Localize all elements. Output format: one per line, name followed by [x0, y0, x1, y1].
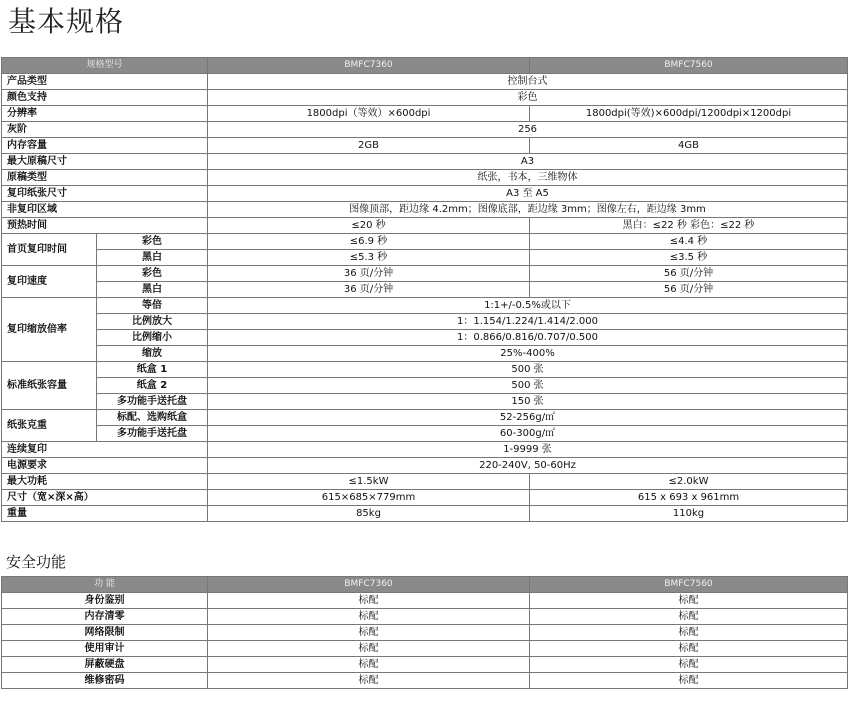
- table-row: [2, 410, 848, 426]
- table-row: [2, 186, 848, 202]
- cell-value: 36 页/分钟: [208, 282, 530, 298]
- cell-value: 标配: [530, 657, 848, 673]
- cell-value: 500 张: [208, 362, 848, 378]
- row-label: 网络限制: [2, 625, 208, 641]
- cell-value: 标配: [208, 673, 530, 689]
- cell-value: 220-240V, 50-60Hz: [208, 458, 848, 474]
- cell-value: 150 张: [208, 394, 848, 410]
- cell-value: ≤2.0kW: [530, 474, 848, 490]
- sub-label: 多功能手送托盘: [97, 426, 208, 442]
- cell-value: ≤6.9 秒: [208, 234, 530, 250]
- table-row: [2, 218, 848, 234]
- row-label: 非复印区域: [2, 202, 208, 218]
- table-row: [2, 282, 848, 298]
- cell-value: 256: [208, 122, 848, 138]
- sub-label: 纸盒 1: [97, 362, 208, 378]
- cell-value: 2GB: [208, 138, 530, 154]
- sub-label: 标配、选购纸盒: [97, 410, 208, 426]
- spec-header-model-a: BMFC7360: [208, 58, 530, 74]
- spec-header-row: [2, 58, 848, 74]
- sub-label: 纸盒 2: [97, 378, 208, 394]
- cell-value: 60-300g/㎡: [208, 426, 848, 442]
- page-title: 基本规格: [8, 5, 125, 38]
- row-label: 维修密码: [2, 673, 208, 689]
- row-label: 产品类型: [2, 74, 208, 90]
- cell-value: ≤3.5 秒: [530, 250, 848, 266]
- sub-label: 缩放: [97, 346, 208, 362]
- cell-value: A3 至 A5: [208, 186, 848, 202]
- cell-value: ≤20 秒: [208, 218, 530, 234]
- security-header-model-a: BMFC7360: [208, 577, 530, 593]
- security-section-title: 安全功能: [6, 553, 67, 571]
- cell-value: 615×685×779mm: [208, 490, 530, 506]
- sub-label: 彩色: [97, 266, 208, 282]
- cell-value: A3: [208, 154, 848, 170]
- cell-value: 1800dpi（等效）×600dpi: [208, 106, 530, 122]
- cell-value: 标配: [530, 641, 848, 657]
- row-label: 最大功耗: [2, 474, 208, 490]
- table-row: [2, 106, 848, 122]
- row-label: 分辨率: [2, 106, 208, 122]
- cell-value: 1：1.154/1.224/1.414/2.000: [208, 314, 848, 330]
- sub-label: 黑白: [97, 282, 208, 298]
- cell-value: 彩色: [208, 90, 848, 106]
- table-row: [2, 298, 848, 314]
- cell-value: 标配: [530, 593, 848, 609]
- cell-value: ≤4.4 秒: [530, 234, 848, 250]
- sub-label: 等倍: [97, 298, 208, 314]
- table-row: [2, 625, 848, 641]
- table-row: [2, 234, 848, 250]
- row-label: 最大原稿尺寸: [2, 154, 208, 170]
- table-row: [2, 90, 848, 106]
- table-row: [2, 138, 848, 154]
- cell-value: 纸张，书本，三维物体: [208, 170, 848, 186]
- row-label: 内存清零: [2, 609, 208, 625]
- cell-value: ≤5.3 秒: [208, 250, 530, 266]
- row-label: 内存容量: [2, 138, 208, 154]
- group-label: 标准纸张容量: [2, 362, 97, 410]
- table-row: [2, 122, 848, 138]
- cell-value: ≤1.5kW: [208, 474, 530, 490]
- table-row: [2, 673, 848, 689]
- sub-label: 比例缩小: [97, 330, 208, 346]
- row-label: 电源要求: [2, 458, 208, 474]
- table-row: [2, 314, 848, 330]
- row-label: 屏蔽硬盘: [2, 657, 208, 673]
- cell-value: 标配: [208, 593, 530, 609]
- group-label: 复印速度: [2, 266, 97, 298]
- security-header-label: 功 能: [2, 577, 208, 593]
- cell-value: 1:1+/-0.5%或以下: [208, 298, 848, 314]
- security-header-model-b: BMFC7560: [530, 577, 848, 593]
- spec-table: [1, 57, 848, 522]
- row-label: 复印纸张尺寸: [2, 186, 208, 202]
- table-row: [2, 426, 848, 442]
- table-row: [2, 202, 848, 218]
- security-table: [1, 576, 848, 689]
- cell-value: 标配: [208, 641, 530, 657]
- row-label: 原稿类型: [2, 170, 208, 186]
- cell-value: 615 x 693 x 961mm: [530, 490, 848, 506]
- table-row: [2, 394, 848, 410]
- cell-value: 1：0.866/0.816/0.707/0.500: [208, 330, 848, 346]
- table-row: [2, 609, 848, 625]
- cell-value: 110kg: [530, 506, 848, 522]
- cell-value: 标配: [530, 609, 848, 625]
- row-label: 使用审计: [2, 641, 208, 657]
- cell-value: 85kg: [208, 506, 530, 522]
- cell-value: 标配: [530, 673, 848, 689]
- row-label: 连续复印: [2, 442, 208, 458]
- cell-value: 1800dpi(等效)×600dpi/1200dpi×1200dpi: [530, 106, 848, 122]
- cell-value: 52-256g/㎡: [208, 410, 848, 426]
- table-row: [2, 74, 848, 90]
- row-label: 预热时间: [2, 218, 208, 234]
- cell-value: 图像顶部，距边缘 4.2mm；图像底部，距边缘 3mm；图像左右，距边缘 3mm: [208, 202, 848, 218]
- cell-value: 56 页/分钟: [530, 266, 848, 282]
- spec-header-model-b: BMFC7560: [530, 58, 848, 74]
- table-row: [2, 506, 848, 522]
- table-row: [2, 641, 848, 657]
- cell-value: 标配: [208, 657, 530, 673]
- table-row: [2, 593, 848, 609]
- cell-value: 1-9999 张: [208, 442, 848, 458]
- row-label: 颜色支持: [2, 90, 208, 106]
- row-label: 尺寸（宽×深×高）: [2, 490, 208, 506]
- row-label: 重量: [2, 506, 208, 522]
- cell-value: 25%-400%: [208, 346, 848, 362]
- cell-value: 控制台式: [208, 74, 848, 90]
- table-row: [2, 266, 848, 282]
- table-row: [2, 442, 848, 458]
- cell-value: 500 张: [208, 378, 848, 394]
- cell-value: 4GB: [530, 138, 848, 154]
- row-label: 灰阶: [2, 122, 208, 138]
- group-label: 首页复印时间: [2, 234, 97, 266]
- table-row: [2, 250, 848, 266]
- table-row: [2, 490, 848, 506]
- cell-value: 标配: [530, 625, 848, 641]
- group-label: 复印缩放倍率: [2, 298, 97, 362]
- table-row: [2, 330, 848, 346]
- table-row: [2, 474, 848, 490]
- table-row: [2, 170, 848, 186]
- table-row: [2, 378, 848, 394]
- sub-label: 彩色: [97, 234, 208, 250]
- cell-value: 标配: [208, 625, 530, 641]
- sub-label: 黑白: [97, 250, 208, 266]
- cell-value: 56 页/分钟: [530, 282, 848, 298]
- spec-header-label: 规格型号: [2, 58, 208, 74]
- table-row: [2, 346, 848, 362]
- table-row: [2, 154, 848, 170]
- table-row: [2, 657, 848, 673]
- security-header-row: [2, 577, 848, 593]
- cell-value: 黑白：≤22 秒 彩色：≤22 秒: [530, 218, 848, 234]
- group-label: 纸张克重: [2, 410, 97, 442]
- cell-value: 36 页/分钟: [208, 266, 530, 282]
- sub-label: 多功能手送托盘: [97, 394, 208, 410]
- table-row: [2, 362, 848, 378]
- row-label: 身份鉴别: [2, 593, 208, 609]
- cell-value: 标配: [208, 609, 530, 625]
- table-row: [2, 458, 848, 474]
- sub-label: 比例放大: [97, 314, 208, 330]
